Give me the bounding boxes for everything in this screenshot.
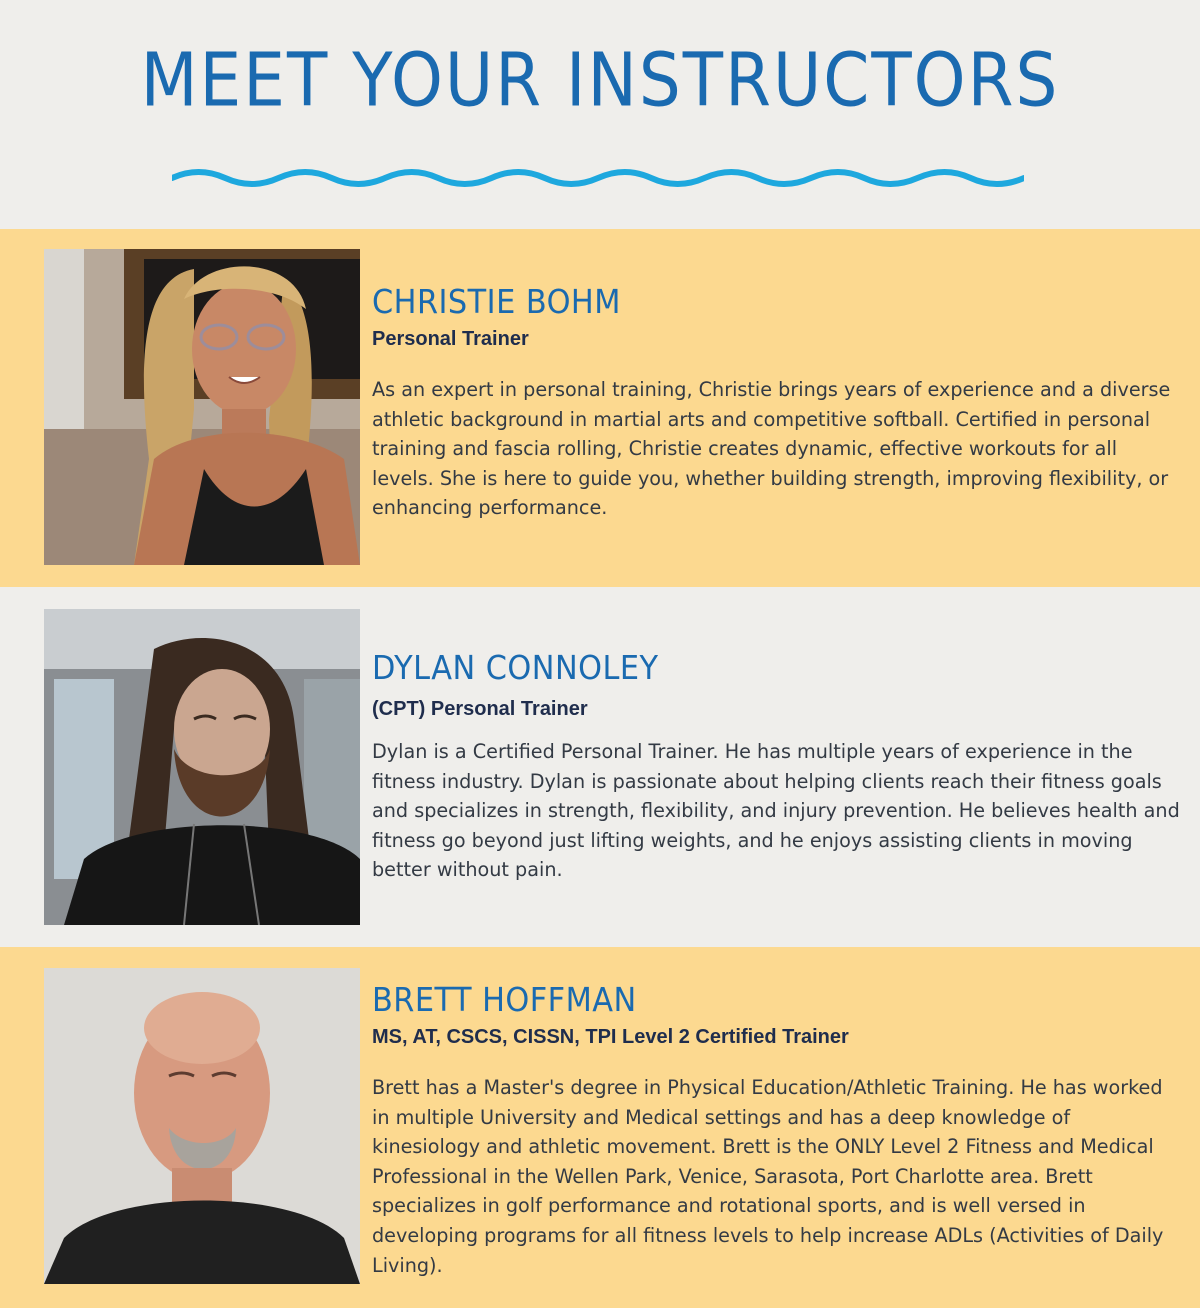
wave-divider-icon <box>172 162 1024 194</box>
instructor-name: BRETT HOFFMAN <box>372 980 637 1019</box>
instructor-role: (CPT) Personal Trainer <box>372 698 588 720</box>
instructor-bio: As an expert in personal training, Christie brings years of experience and a diverse athletic background in martial arts and competitive softball. Certified in personal training and fascia rolling, Christie creates dynamic, effective workouts for all levels. She is here to guide you, whether building strength, improving flexibility, or enhancing performance. <box>372 378 1171 520</box>
instructor-photo-dylan <box>44 609 360 925</box>
instructor-bio: Dylan is a Certified Personal Trainer. He has multiple years of experience in the fitness industry. Dylan is passionate about helping clients reach their fitness goals and specializes in strength, flexibility, and injury prevention. He believes health and fitness go beyond just lifting weights, and he enjoys assisting clients in moving better without pain. <box>372 740 1180 882</box>
instructor-name: CHRISTIE BOHM <box>372 282 621 321</box>
instructor-role: Personal Trainer <box>372 328 529 350</box>
instructor-bio: Brett has a Master's degree in Physical Education/Athletic Training. He has worked in multiple University and Medical settings and has a deep knowledge of kinesiology and athletic movement. Brett is the ONLY Level 2 Fitness and Medical Professional in the Wellen Park, Venice, Sarasota, Port Charlotte area. Brett specializes in golf performance and rotational sports, and is well versed in developing programs for all fitness levels to help increase ADLs (Activities of Daily Living). <box>372 1076 1164 1277</box>
instructor-photo-brett <box>44 968 360 1284</box>
instructor-photo-christie <box>44 249 360 565</box>
instructor-name: DYLAN CONNOLEY <box>372 648 659 687</box>
page-title: MEET YOUR INSTRUCTORS <box>140 37 1060 124</box>
instructor-role: MS, AT, CSCS, CISSN, TPI Level 2 Certified Trainer <box>372 1026 849 1048</box>
page-header <box>0 0 1200 228</box>
